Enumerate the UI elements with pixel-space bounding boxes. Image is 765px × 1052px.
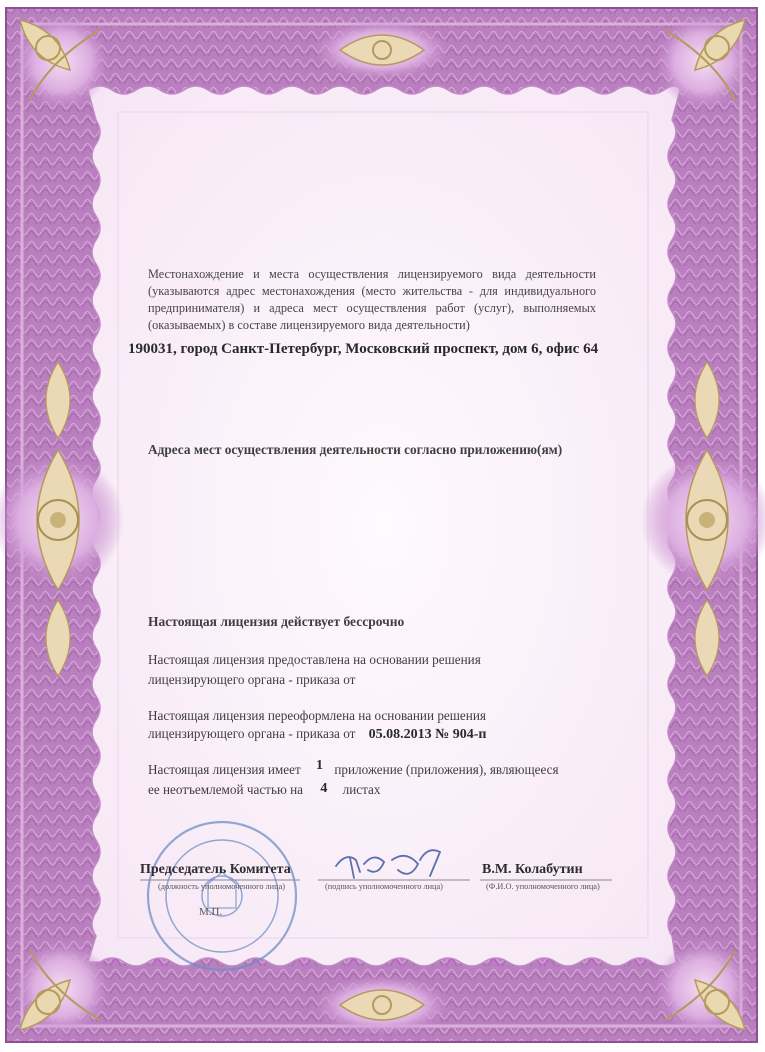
corner-ornament-icon [14,940,110,1036]
side-medallion-icon [312,20,452,80]
caption-signature: (подпись уполномоченного лица) [325,882,443,891]
granted-line-2: лицензирующего органа - приказа от [148,672,356,687]
caption-name: (Ф.И.О. уполномоченного лица) [486,882,600,891]
sheet-count: 4 [320,781,328,796]
sheets-prefix: ее неотъемлемой частью на [148,782,304,797]
activity-places-text: Адреса мест осуществления деятельности согласно приложению(ям) [148,442,563,457]
granted-line-1: Настоящая лицензия предоставлена на основании решения [148,652,481,667]
appendix-line-2 [148,780,381,801]
location-intro-text: Местонахождение и места осуществления лицензируемого вида деятельности (указываются адрес местонахождения (место жительства - для индивидуального предпринимателя) и адреса мест осуществления работ (услуг), выполняемых (оказываемых) в составе лицензируемого вида деятельности) [148,267,596,332]
validity-text: Настоящая лицензия действует бессрочно [148,614,405,629]
corner-ornament-icon [655,14,751,110]
caption-position: (должность уполномоченного лица) [158,882,286,891]
corner-ornament-icon [655,940,751,1036]
signer-name: В.М. Колабутин [482,862,583,877]
license-address: 190031, город Санкт-Петербург, Московский проспект, дом 6, офис 64 [128,341,599,357]
stamp-place-label: М.П. [199,906,223,918]
sheets-suffix: листах [342,782,381,797]
appendix-prefix: Настоящая лицензия имеет [148,762,301,777]
signer-position: Председатель Комитета [140,862,291,877]
reissued-prefix: лицензирующего органа - приказа от [148,726,356,741]
appendix-line-1 [148,760,618,781]
side-medallion-icon [312,975,452,1035]
appendix-count: 1 [316,758,324,773]
corner-ornament-icon [14,14,110,110]
reissued-order-value: 05.08.2013 № 904-п [368,727,487,742]
reissued-line-2 [148,724,486,745]
appendix-suffix: приложение (приложения), являющееся [334,762,559,777]
reissued-line-1: Настоящая лицензия переоформлена на основании решения [148,708,486,723]
